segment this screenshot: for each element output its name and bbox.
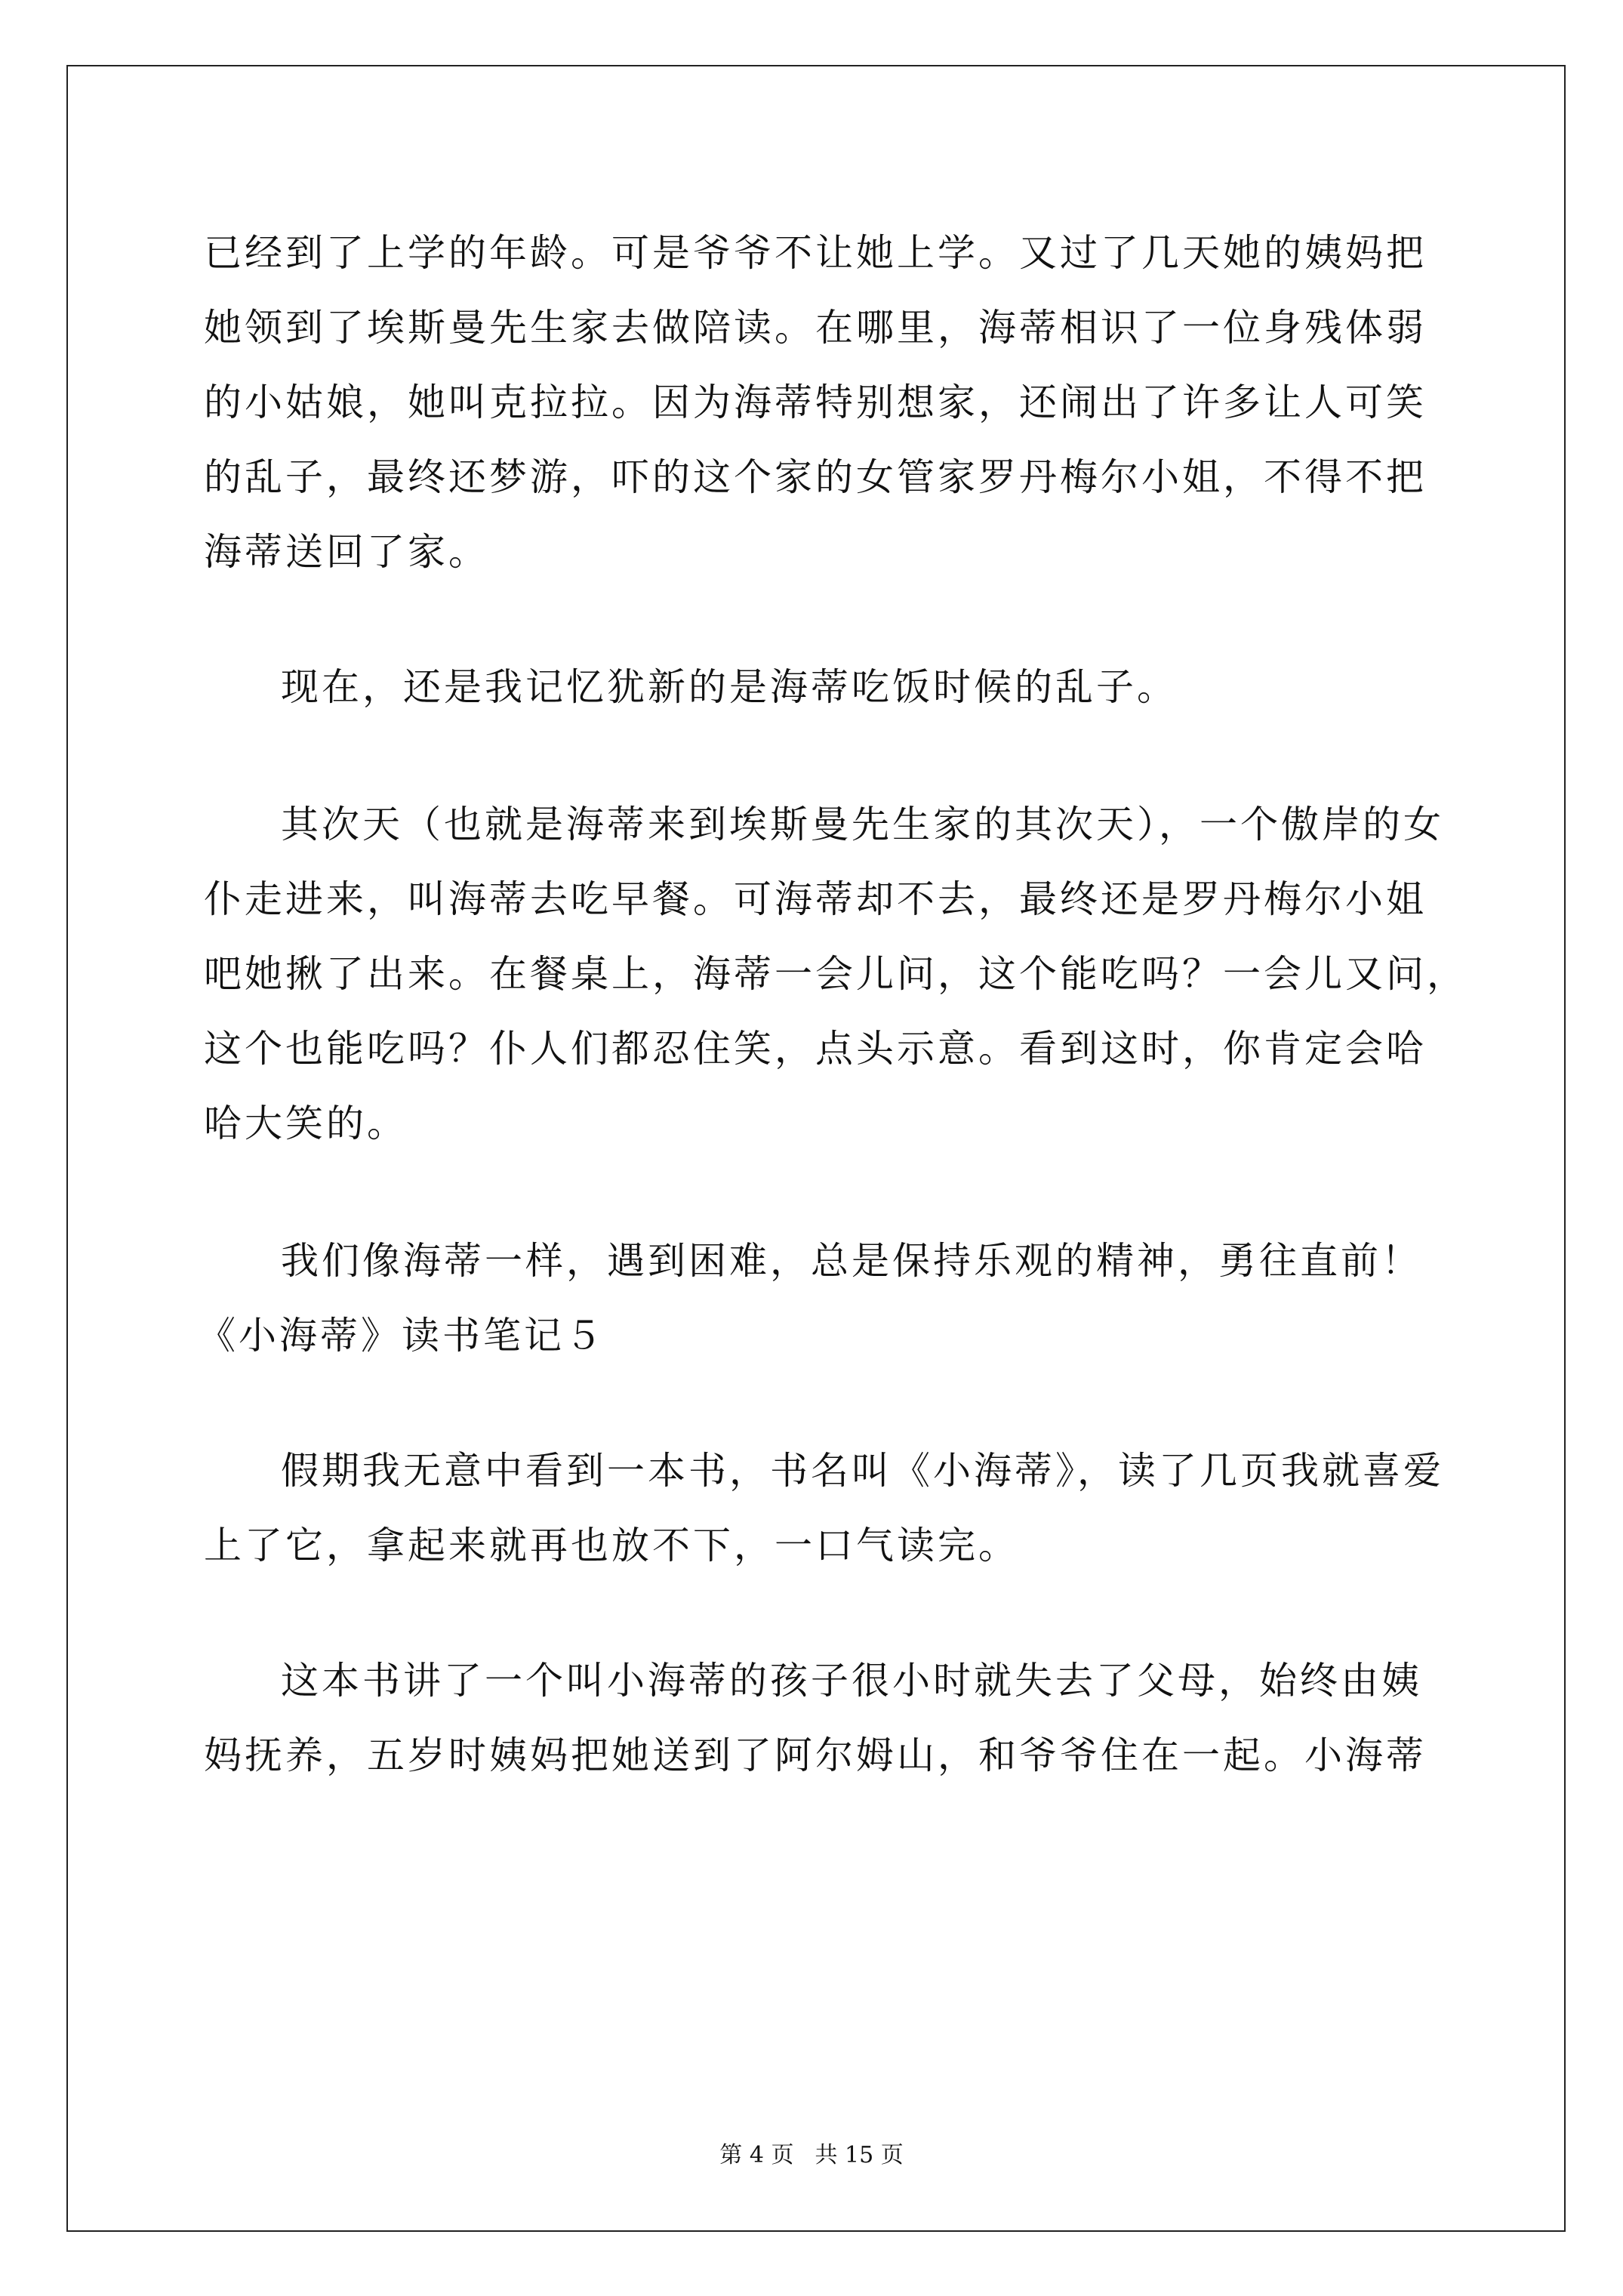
page-footer <box>0 2140 1623 2171</box>
text-line: 海蒂送回了家。 <box>204 530 489 574</box>
text-line: 吧她揪了出来。在餐桌上，海蒂一会儿问，这个能吃吗？一会儿又问， <box>204 952 1467 996</box>
page-total: 共 15 页 <box>815 2142 904 2168</box>
text-line: 的小姑娘，她叫克拉拉。因为海蒂特别想家，还闹出了许多让人可笑 <box>204 381 1427 424</box>
text-line: 妈抚养，五岁时姨妈把她送到了阿尔姆山，和爷爷住在一起。小海蒂 <box>204 1734 1427 1777</box>
text-line: 这个也能吃吗？仆人们都忍住笑，点头示意。看到这时，你肯定会哈 <box>204 1027 1427 1071</box>
text-line: 她领到了埃斯曼先生家去做陪读。在哪里，海蒂相识了一位身残体弱 <box>204 306 1427 350</box>
text-line: 我们像海蒂一样，遇到困难，总是保持乐观的精神，勇往直前！ <box>281 1239 1422 1283</box>
text-line: 哈大笑的。 <box>204 1102 408 1145</box>
text-line: 这本书讲了一个叫小海蒂的孩子很小时就失去了父母，始终由姨 <box>281 1659 1422 1703</box>
text-line: 已经到了上学的年龄。可是爷爷不让她上学。又过了几天她的姨妈把 <box>204 231 1427 275</box>
page-number: 第 4 页 <box>719 2142 794 2168</box>
text-line: 现在，还是我记忆犹新的是海蒂吃饭时候的乱子。 <box>281 665 1178 709</box>
text-line: 上了它，拿起来就再也放不下，一口气读完。 <box>204 1524 1019 1567</box>
text-line: 其次天（也就是海蒂来到埃斯曼先生家的其次天），一个傲岸的女 <box>281 803 1444 846</box>
text-line: 的乱子，最终还梦游，吓的这个家的女管家罗丹梅尔小姐，不得不把 <box>204 455 1427 499</box>
section-title: 《小海蒂》读书笔记５ <box>198 1314 605 1358</box>
text-line: 假期我无意中看到一本书，书名叫《小海蒂》，读了几页我就喜爱 <box>281 1449 1444 1493</box>
text-line: 仆走进来，叫海蒂去吃早餐。可海蒂却不去，最终还是罗丹梅尔小姐 <box>204 877 1427 921</box>
